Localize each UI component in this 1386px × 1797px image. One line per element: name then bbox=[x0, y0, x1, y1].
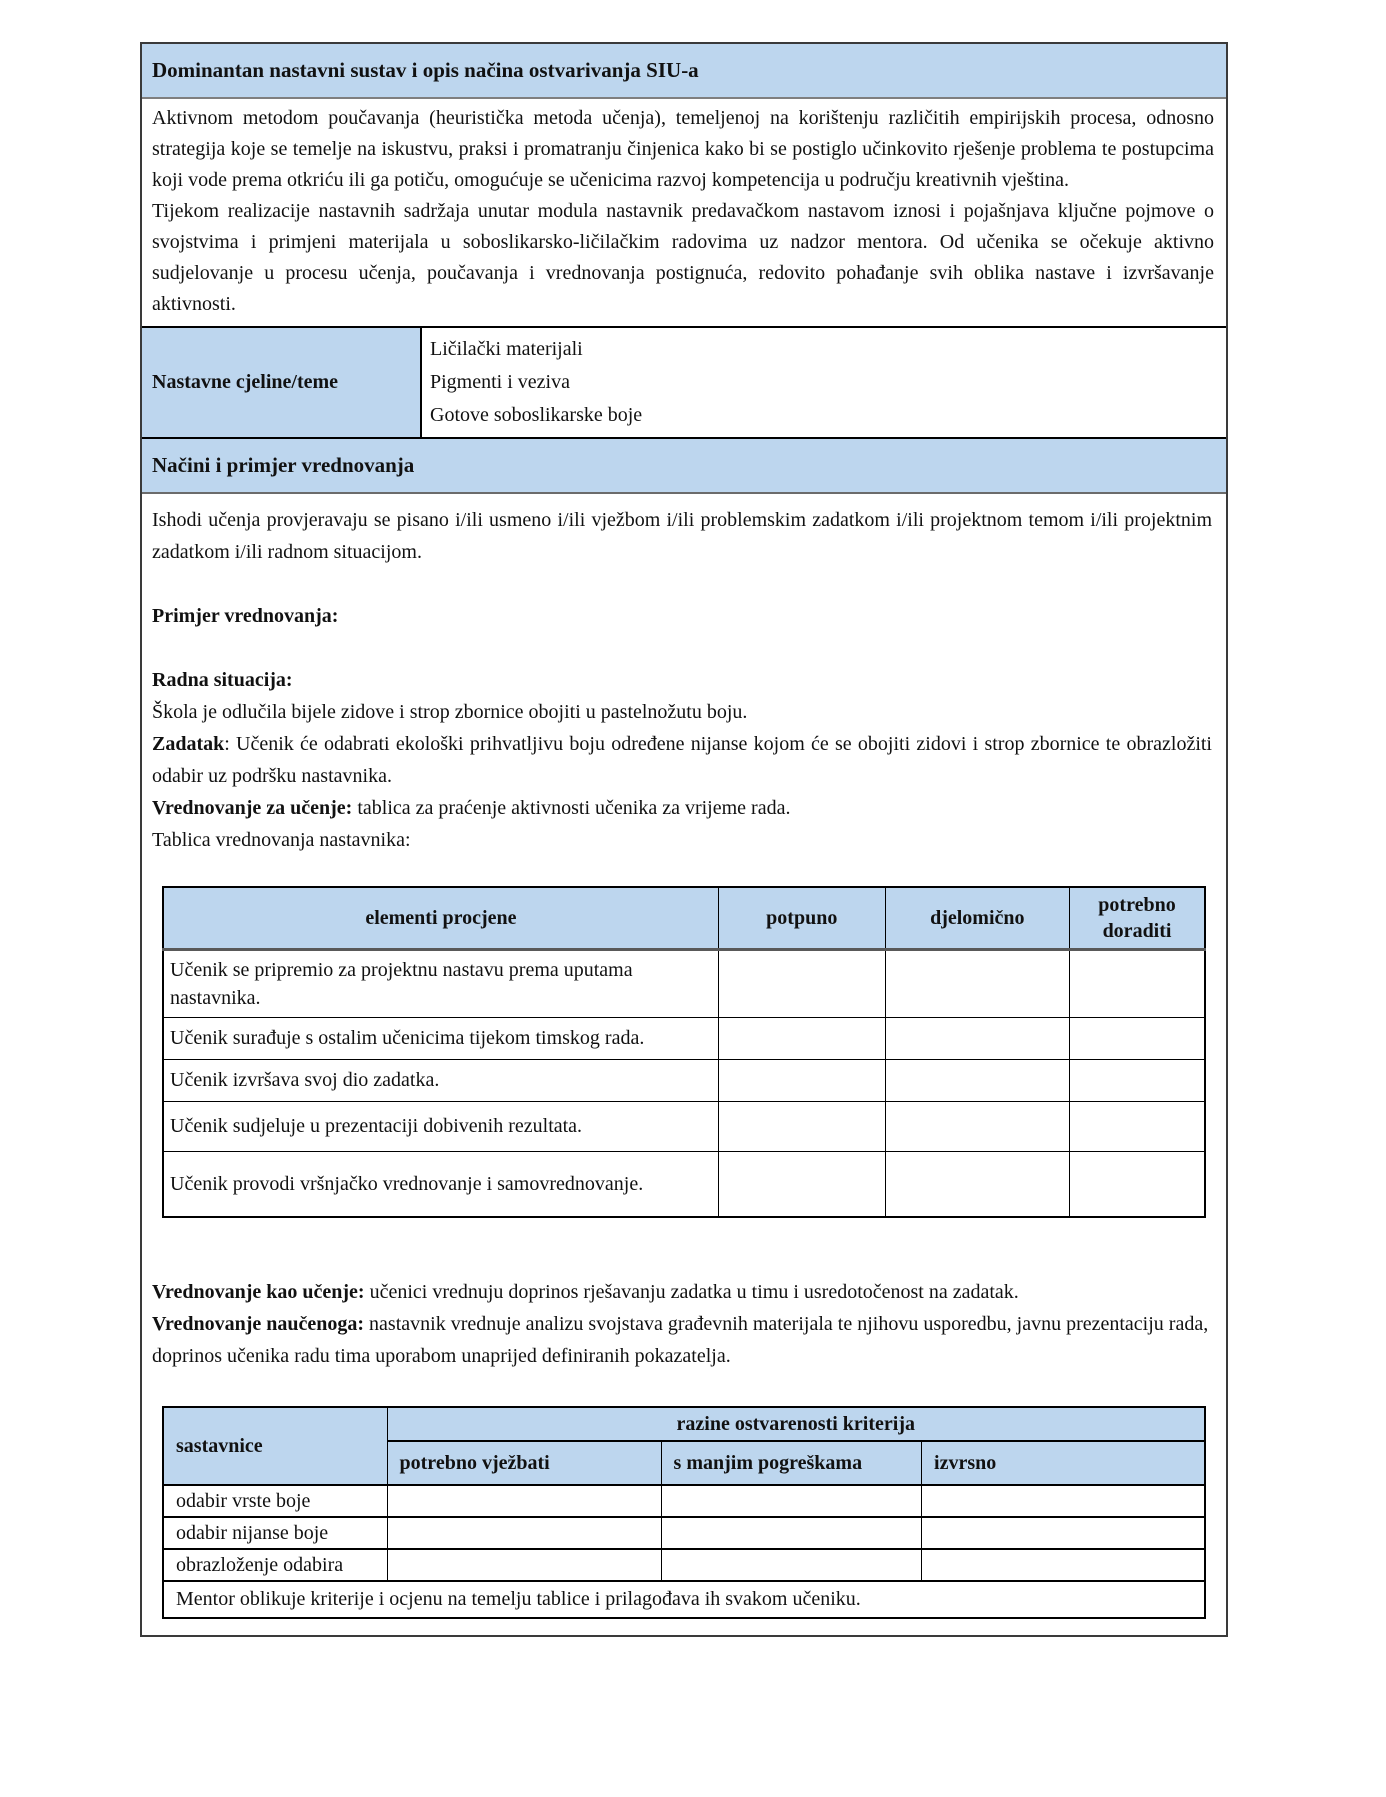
group-header-razine: razine ostvarenosti kriterija bbox=[387, 1407, 1205, 1441]
assessment-cell bbox=[718, 1101, 885, 1151]
assessment-cell bbox=[885, 1017, 1069, 1059]
mentor-note: Mentor oblikuje kriterije i ocjenu na temelju tablice i prilagođava ih svakom učeniku. bbox=[163, 1581, 1205, 1618]
level-cell bbox=[661, 1517, 922, 1549]
naucenoga-text: nastavnik vrednuje analizu svojstava građevnih materijala te njihovu usporedbu, javnu prezentaciju rada, doprinos učenika radu tima uporabom unaprijed definiranih pokazatelja. bbox=[152, 1313, 1209, 1367]
table-header-row bbox=[163, 887, 1205, 949]
level-cell bbox=[387, 1485, 661, 1517]
component-label: odabir nijanse boje bbox=[163, 1517, 387, 1549]
kao-ucenje-label: Vrednovanje kao učenje: bbox=[152, 1281, 365, 1303]
radna-situacija-text: Škola je odlučila bijele zidove i strop zbornice obojiti u pastelnožutu boju. bbox=[152, 701, 748, 723]
zadatak-text: : Učenik će odabrati ekološki prihvatljivu boju određene nijanse kojom će se obojiti zidovi i strop zbornice te obrazložiti odabir uz podršku nastavnika. bbox=[152, 733, 1212, 787]
za-ucenje-paragraph bbox=[152, 792, 1212, 824]
level-cell bbox=[922, 1517, 1205, 1549]
table-row bbox=[163, 1517, 1205, 1549]
level-cell bbox=[661, 1485, 922, 1517]
topic-item: Ličilački materijali bbox=[430, 338, 583, 360]
topic-item: Gotove soboslikarske boje bbox=[430, 404, 643, 426]
criterion-label: Učenik sudjeluje u prezentaciji dobivenih rezultata. bbox=[163, 1101, 718, 1151]
zadatak-paragraph bbox=[152, 728, 1212, 792]
assessment-cell bbox=[885, 1059, 1069, 1101]
column-header-djelomicno: djelomično bbox=[885, 887, 1069, 949]
level-header-s-manjim-pogreskama: s manjim pogreškama bbox=[661, 1441, 922, 1485]
ishodi-paragraph: Ishodi učenja provjeravaju se pisano i/ili usmeno i/ili vježbom i/ili problemskim zadatkom i/ili projektnom temom i/ili projektnim zadatkom i/ili radnom situacijom. bbox=[152, 509, 1212, 563]
component-label: odabir vrste boje bbox=[163, 1485, 387, 1517]
column-header-potrebno-doraditi: potrebno doraditi bbox=[1070, 887, 1205, 949]
intro-paragraph-1: Aktivnom metodom poučavanja (heuristička metoda učenja), temeljenoj na korištenju različitih empirijskih procesa, odnosno strategija koje se temelje na iskustvu, praksi i promatranju činjenica kako bi se postiglo učinkovito rješenje problema te postupcima koji vode prema otkriću ili ga potiču, omogućuje se učenicima razvoj kompetencija u području kreativnih vještina. bbox=[152, 107, 1214, 191]
column-header-potpuno: potpuno bbox=[718, 887, 885, 949]
za-ucenje-text: tablica za praćenje aktivnosti učenika za vrijeme rada. bbox=[352, 797, 791, 819]
teacher-assessment-table bbox=[162, 886, 1206, 1218]
table-row bbox=[163, 1059, 1205, 1101]
criteria-levels-table bbox=[162, 1406, 1206, 1619]
intro-paragraph-2: Tijekom realizacije nastavnih sadržaja unutar modula nastavnik predavačkom nastavom iznosi i pojašnjava ključne pojmove o svojstvima i primjeni materijala u soboslikarsko-ličilačkim radovima uz nadzor mentora. Od učenika se očekuje aktivno sudjelovanje u procesu učenja, poučavanja i vrednovanja postignuća, redovito pohađanje svih oblika nastave i izvršavanje aktivnosti. bbox=[152, 200, 1214, 315]
criterion-label: Učenik se pripremio za projektnu nastavu prema uputama nastavnika. bbox=[163, 949, 718, 1017]
table-row bbox=[163, 1151, 1205, 1217]
primjer-vrednovanja-label: Primjer vrednovanja: bbox=[152, 605, 339, 627]
assessment-cell bbox=[885, 1151, 1069, 1217]
evaluation-section bbox=[142, 494, 1226, 1635]
assessment-cell bbox=[885, 1101, 1069, 1151]
table-row bbox=[163, 1017, 1205, 1059]
zadatak-label: Zadatak bbox=[152, 733, 225, 755]
assessment-cell bbox=[1070, 1151, 1205, 1217]
section-title: Načini i primjer vrednovanja bbox=[152, 453, 415, 477]
criterion-label: Učenik surađuje s ostalim učenicima tijekom timskog rada. bbox=[163, 1017, 718, 1059]
level-cell bbox=[661, 1549, 922, 1581]
section-header-nacini bbox=[142, 437, 1226, 494]
assessment-cell bbox=[1070, 1101, 1205, 1151]
kao-ucenje-text: učenici vrednuju doprinos rješavanju zadatka u timu i usredotočenost na zadatak. bbox=[364, 1281, 1019, 1303]
topics-row bbox=[142, 326, 1226, 437]
curriculum-document bbox=[140, 42, 1228, 1637]
assessment-cell bbox=[718, 1151, 885, 1217]
assessment-cell bbox=[718, 1059, 885, 1101]
column-header-elementi: elementi procjene bbox=[163, 887, 718, 949]
criterion-label: Učenik provodi vršnjačko vrednovanje i samovrednovanje. bbox=[163, 1151, 718, 1217]
naucenoga-label: Vrednovanje naučenoga: bbox=[152, 1313, 365, 1335]
level-header-potrebno-vjezbati: potrebno vježbati bbox=[387, 1441, 661, 1485]
column-header-sastavnice: sastavnice bbox=[163, 1407, 387, 1485]
topics-label: Nastavne cjeline/teme bbox=[152, 371, 339, 393]
section-header-dominantan bbox=[142, 44, 1226, 99]
table-row bbox=[163, 1485, 1205, 1517]
assessment-cell bbox=[718, 949, 885, 1017]
level-cell bbox=[922, 1485, 1205, 1517]
naucenoga-paragraph bbox=[152, 1308, 1212, 1372]
topic-item: Pigmenti i veziva bbox=[430, 371, 570, 393]
level-cell bbox=[387, 1517, 661, 1549]
level-cell bbox=[387, 1549, 661, 1581]
za-ucenje-label: Vrednovanje za učenje: bbox=[152, 797, 353, 819]
table-footer-row bbox=[163, 1581, 1205, 1618]
assessment-cell bbox=[885, 949, 1069, 1017]
intro-section bbox=[142, 99, 1226, 326]
level-cell bbox=[922, 1549, 1205, 1581]
topics-list-cell bbox=[422, 328, 1226, 437]
kao-ucenje-paragraph bbox=[152, 1276, 1212, 1308]
assessment-cell bbox=[718, 1017, 885, 1059]
component-label: obrazloženje odabira bbox=[163, 1549, 387, 1581]
tablica-caption: Tablica vrednovanja nastavnika: bbox=[152, 829, 411, 851]
radna-situacija-label: Radna situacija: bbox=[152, 669, 293, 691]
assessment-cell bbox=[1070, 1017, 1205, 1059]
section-title: Dominantan nastavni sustav i opis načina ostvarivanja SIU-a bbox=[152, 58, 699, 82]
criterion-label: Učenik izvršava svoj dio zadatka. bbox=[163, 1059, 718, 1101]
topics-label-cell bbox=[142, 328, 422, 437]
assessment-cell bbox=[1070, 949, 1205, 1017]
level-header-izvrsno: izvrsno bbox=[922, 1441, 1205, 1485]
table-header-row bbox=[163, 1407, 1205, 1441]
assessment-cell bbox=[1070, 1059, 1205, 1101]
table-row bbox=[163, 1549, 1205, 1581]
table-row bbox=[163, 1101, 1205, 1151]
table-row bbox=[163, 949, 1205, 1017]
